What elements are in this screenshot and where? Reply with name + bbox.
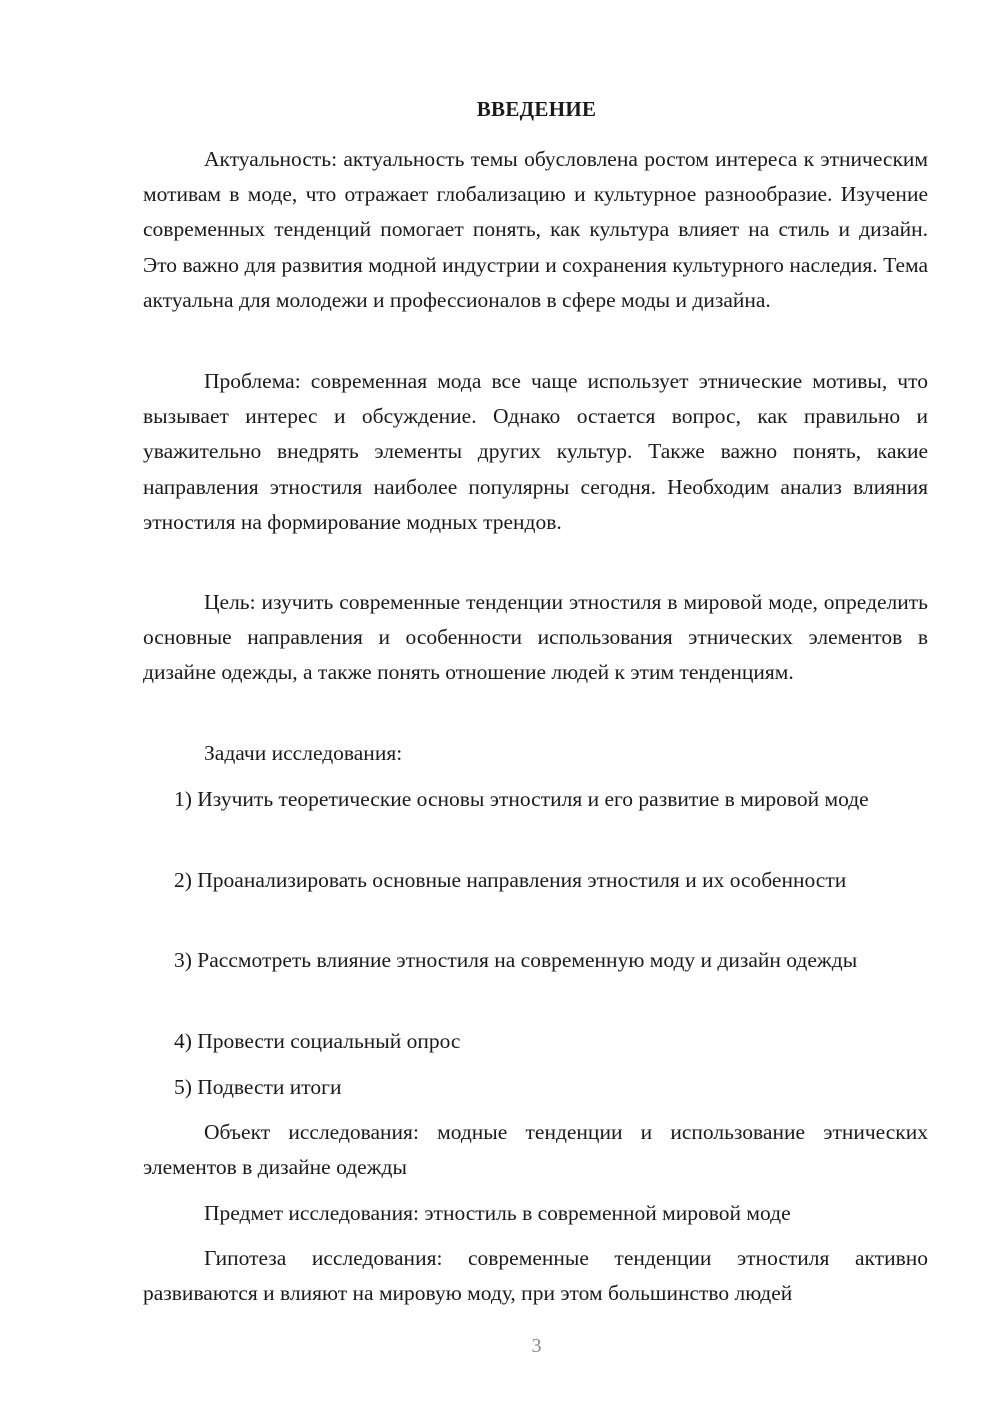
problem-paragraph: Проблема: современная мода все чаще использует этнические мотивы, что вызывает интерес и обсуждение. Однако остается вопрос, как правильно и уважительно внедрять элементы других культур. Также важно понять, какие направления этностиля наиболее популярны сегодня. Необходим анализ влияния этностиля на формирование модных трендов.: [143, 369, 928, 534]
tasks-heading: Задачи исследования:: [204, 741, 403, 765]
task-item-5: 5) Подвести итоги: [174, 1075, 342, 1099]
hypothesis-paragraph: Гипотеза исследования: современные тенденции этностиля активно развиваются и влияют на мировую моду, при этом большинство людей: [143, 1246, 928, 1306]
object-paragraph: Объект исследования: модные тенденции и использование этнических элементов в дизайне одежды: [143, 1120, 928, 1180]
goal-paragraph: Цель: изучить современные тенденции этностиля в мировой моде, определить основные направления и особенности использования этнических элементов в дизайне одежды, а также понять отношение людей к этим тенденциям.: [143, 590, 928, 685]
task-item-4: 4) Провести социальный опрос: [174, 1029, 461, 1053]
task-item-2: 2) Проанализировать основные направления этностиля и их особенности: [174, 868, 847, 892]
section-title: ВВЕДЕНИЕ: [476, 97, 597, 121]
relevance-paragraph: Актуальность: актуальность темы обусловлена ростом интереса к этническим мотивам в моде, что отражает глобализацию и культурное разнообразие. Изучение современных тенденций помогает понять, как культура влияет на стиль и дизайн. Это важно для развития модной индустрии и сохранения культурного наследия. Тема актуальна для молодежи и профессионалов в сфере моды и дизайна.: [143, 147, 928, 312]
task-item-1: 1) Изучить теоретические основы этностиля и его развитие в мировой моде: [174, 787, 869, 811]
task-item-3: 3) Рассмотреть влияние этностиля на современную моду и дизайн одежды: [174, 948, 858, 972]
page-number: 3: [531, 1335, 542, 1357]
subject-paragraph: Предмет исследования: этностиль в современной мировой моде: [204, 1201, 791, 1225]
